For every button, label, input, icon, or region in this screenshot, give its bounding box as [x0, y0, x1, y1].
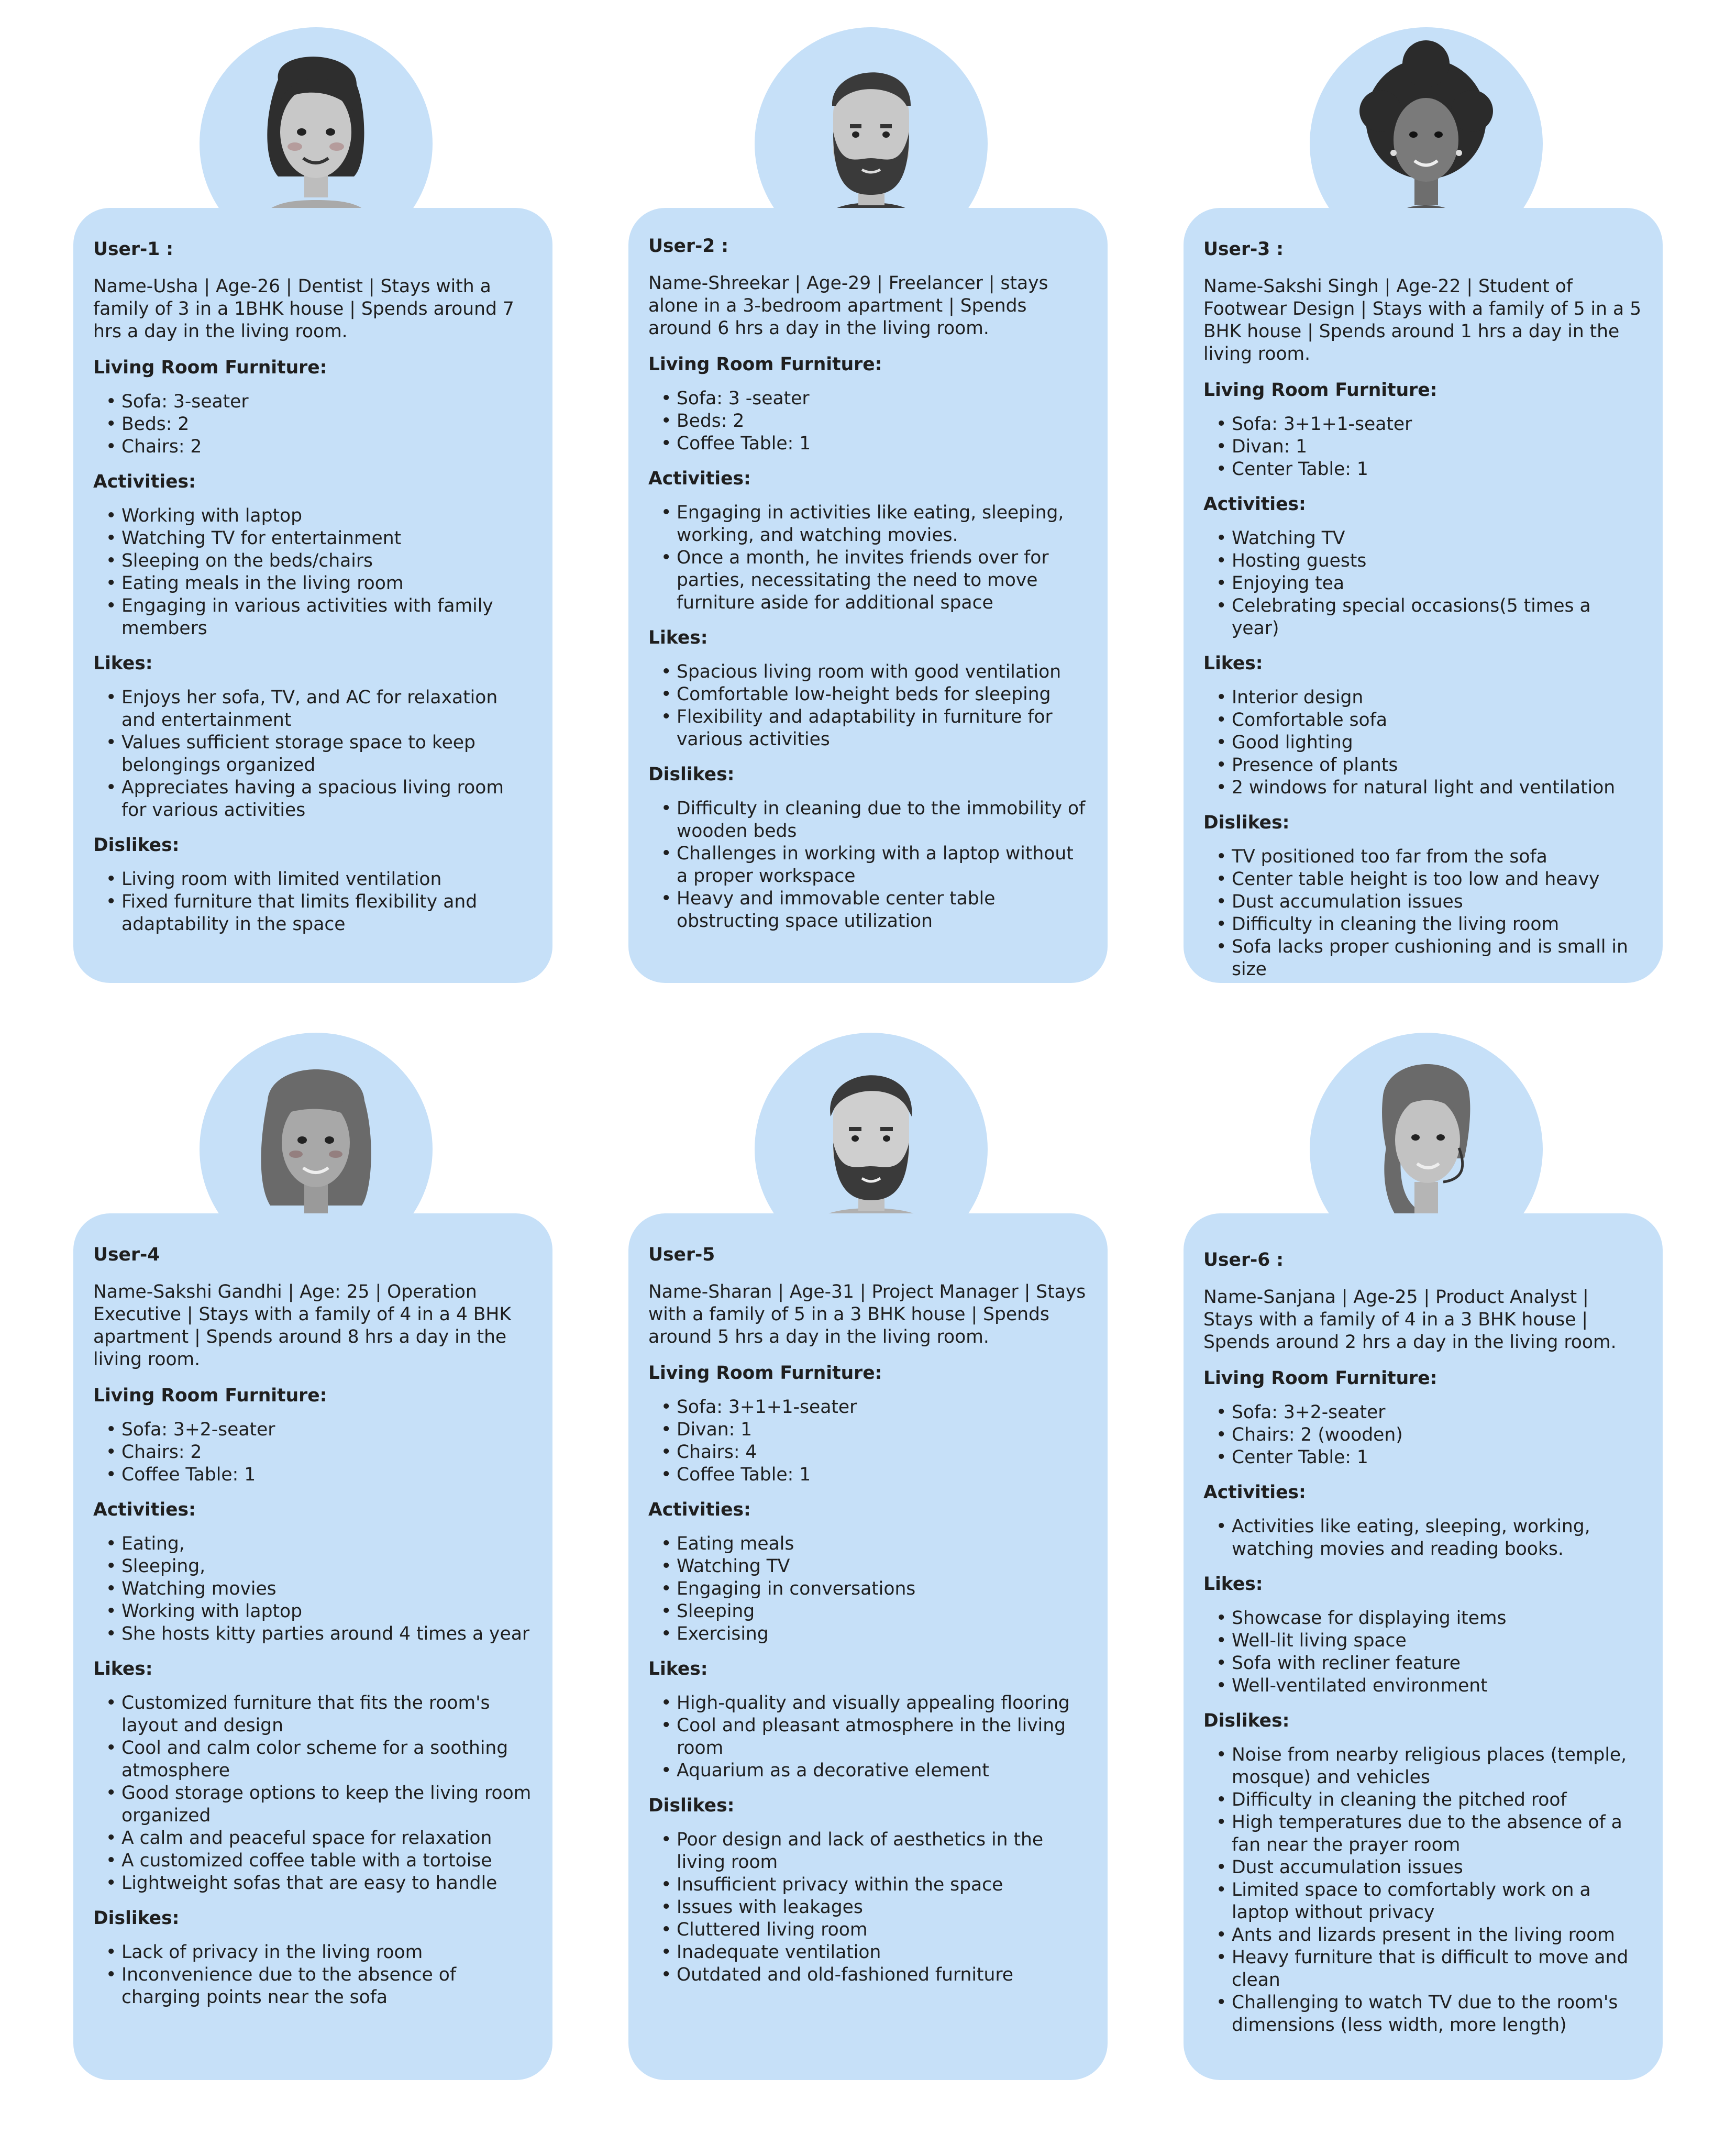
list-item: • Celebrating special occasions(5 times a year)	[1232, 595, 1642, 640]
user-title: User-2 :	[648, 236, 729, 257]
section-heading: Likes:	[93, 1658, 153, 1679]
user-card	[1184, 208, 1663, 983]
list-item: • Good lighting	[1232, 732, 1642, 754]
section-heading: Likes:	[648, 627, 708, 648]
list-item: • Interior design	[1232, 687, 1642, 709]
list-item: • Eating,	[121, 1533, 532, 1555]
likes-list	[1203, 687, 1642, 799]
list-item: • Challenges in working with a laptop without a proper workspace	[677, 843, 1087, 888]
user-title: User-1 :	[93, 239, 174, 260]
section-heading: Likes:	[1203, 1574, 1263, 1595]
section-heading: Living Room Furniture:	[93, 357, 327, 378]
list-item: • Sofa: 3 -seater	[677, 388, 1087, 410]
list-item: • Difficulty in cleaning the living room	[1232, 913, 1642, 936]
user-card	[73, 208, 552, 983]
section-heading: Living Room Furniture:	[93, 1385, 327, 1406]
list-item: • Inadequate ventilation	[677, 1941, 1087, 1964]
activities-list	[1203, 527, 1642, 640]
list-item: • Appreciates having a spacious living room for various activities	[121, 777, 532, 822]
list-item: • Dust accumulation issues	[1232, 1856, 1642, 1879]
list-item: • Engaging in conversations	[677, 1578, 1087, 1600]
section-heading: Dislikes:	[648, 1795, 735, 1816]
user-card	[1184, 1213, 1663, 2080]
list-item: • Engaging in various activities with family members	[121, 595, 532, 640]
activities-list	[1203, 1516, 1642, 1561]
list-item: • Fixed furniture that limits flexibility and adaptability in the space	[121, 891, 532, 936]
list-item: • Eating meals	[677, 1533, 1087, 1555]
list-item: • Beds: 2	[121, 413, 532, 436]
user-card	[628, 1213, 1108, 2080]
list-item: • Customized furniture that fits the room's layout and design	[121, 1692, 532, 1737]
list-item: • Limited space to comfortably work on a laptop without privacy	[1232, 1879, 1642, 1924]
section-heading: Living Room Furniture:	[648, 354, 882, 375]
user-2-content	[648, 235, 1087, 933]
list-item: • Chairs: 2	[121, 436, 532, 458]
furniture-list	[93, 391, 532, 458]
section-heading: Living Room Furniture:	[648, 1363, 882, 1384]
section-heading: Living Room Furniture:	[1203, 1368, 1438, 1389]
list-item: • Difficulty in cleaning due to the immobility of wooden beds	[677, 798, 1087, 843]
dislikes-list	[93, 868, 532, 936]
list-item: • Cool and pleasant atmosphere in the living room	[677, 1715, 1087, 1760]
user-5-content	[648, 1244, 1087, 1986]
likes-list	[648, 1692, 1087, 1782]
furniture-list	[648, 1396, 1087, 1486]
list-item: • Values sufficient storage space to keep belongings organized	[121, 732, 532, 777]
likes-list	[93, 1692, 532, 1895]
list-item: • Divan: 1	[677, 1419, 1087, 1441]
dislikes-list	[1203, 1744, 1642, 2037]
user-card	[628, 208, 1108, 983]
dislikes-list	[1203, 846, 1642, 981]
list-item: • Poor design and lack of aesthetics in the living room	[677, 1829, 1087, 1874]
list-item: • Watching TV for entertainment	[121, 527, 532, 550]
list-item: • High temperatures due to the absence of a fan near the prayer room	[1232, 1811, 1642, 1856]
list-item: • Divan: 1	[1232, 436, 1642, 458]
list-item: • Insufficient privacy within the space	[677, 1874, 1087, 1896]
list-item: • Coffee Table: 1	[121, 1464, 532, 1486]
list-item: • Sofa: 3-seater	[121, 391, 532, 413]
list-item: • Lightweight sofas that are easy to handle	[121, 1872, 532, 1895]
list-item: • Working with laptop	[121, 505, 532, 527]
section-heading: Activities:	[648, 468, 751, 489]
section-heading: Living Room Furniture:	[1203, 380, 1438, 401]
user-1-content	[93, 238, 532, 936]
list-item: • Hosting guests	[1232, 550, 1642, 572]
furniture-list	[1203, 413, 1642, 481]
list-item: • Showcase for displaying items	[1232, 1607, 1642, 1630]
list-item: • High-quality and visually appealing flooring	[677, 1692, 1087, 1715]
dislikes-list	[648, 798, 1087, 933]
likes-list	[1203, 1607, 1642, 1697]
list-item: • Sleeping,	[121, 1555, 532, 1578]
list-item: • Sleeping on the beds/chairs	[121, 550, 532, 572]
list-item: • Chairs: 2	[121, 1441, 532, 1464]
list-item: • Center Table: 1	[1232, 1446, 1642, 1469]
activities-list	[93, 505, 532, 640]
user-intro: Name-Sanjana | Age-25 | Product Analyst | Stays with a family of 4 in a 3 BHK house | Spends around 2 hrs a day in the living room.	[1203, 1287, 1617, 1353]
user-4-content	[93, 1244, 532, 2009]
list-item: • Watching movies	[121, 1578, 532, 1600]
section-heading: Dislikes:	[1203, 812, 1290, 833]
list-item: • Noise from nearby religious places (temple, mosque) and vehicles	[1232, 1744, 1642, 1789]
list-item: • Difficulty in cleaning the pitched roof	[1232, 1789, 1642, 1811]
list-item: • Ants and lizards present in the living room	[1232, 1924, 1642, 1947]
list-item: • Sofa with recliner feature	[1232, 1652, 1642, 1675]
likes-list	[648, 661, 1087, 751]
list-item: • Heavy furniture that is difficult to move and clean	[1232, 1947, 1642, 1992]
section-heading: Dislikes:	[93, 1908, 180, 1929]
list-item: • Center table height is too low and heavy	[1232, 868, 1642, 891]
section-heading: Likes:	[648, 1658, 708, 1679]
list-item: • Dust accumulation issues	[1232, 891, 1642, 913]
activities-list	[648, 502, 1087, 614]
list-item: • A customized coffee table with a tortoise	[121, 1850, 532, 1872]
list-item: • Heavy and immovable center table obstructing space utilization	[677, 888, 1087, 933]
section-heading: Dislikes:	[93, 835, 180, 856]
list-item: • Cluttered living room	[677, 1919, 1087, 1941]
dislikes-list	[93, 1941, 532, 2009]
user-6-content	[1203, 1249, 1642, 2037]
furniture-list	[93, 1419, 532, 1486]
likes-list	[93, 687, 532, 822]
list-item: • Aquarium as a decorative element	[677, 1760, 1087, 1782]
list-item: • Center Table: 1	[1232, 458, 1642, 481]
section-heading: Likes:	[93, 653, 153, 674]
list-item: • Sleeping	[677, 1600, 1087, 1623]
list-item: • Sofa: 3+1+1-seater	[1232, 413, 1642, 436]
list-item: • Activities like eating, sleeping, working, watching movies and reading books.	[1232, 1516, 1642, 1561]
user-title: User-5	[648, 1244, 715, 1265]
list-item: • Watching TV	[677, 1555, 1087, 1578]
section-heading: Dislikes:	[648, 764, 735, 785]
user-title: User-6 :	[1203, 1250, 1284, 1270]
list-item: • Outdated and old-fashioned furniture	[677, 1964, 1087, 1986]
list-item: • Coffee Table: 1	[677, 433, 1087, 455]
list-item: • Flexibility and adaptability in furniture for various activities	[677, 706, 1087, 751]
user-intro: Name-Sakshi Singh | Age-22 | Student of Footwear Design | Stays with a family of 5 in a 5 BHK house | Spends around 1 hrs a day in the living room.	[1203, 276, 1642, 364]
list-item: • Exercising	[677, 1623, 1087, 1645]
section-heading: Activities:	[1203, 494, 1306, 515]
list-item: • Sofa: 3+2-seater	[1232, 1401, 1642, 1424]
list-item: • Engaging in activities like eating, sleeping, working, and watching movies.	[677, 502, 1087, 547]
user-card	[73, 1213, 552, 2080]
user-intro: Name-Usha | Age-26 | Dentist | Stays with a family of 3 in a 1BHK house | Spends around 7 hrs a day in the living room.	[93, 276, 514, 342]
user-3-content	[1203, 238, 1642, 981]
list-item: • Comfortable sofa	[1232, 709, 1642, 732]
list-item: • Challenging to watch TV due to the room's dimensions (less width, more length)	[1232, 1992, 1642, 2037]
list-item: • Spacious living room with good ventilation	[677, 661, 1087, 683]
list-item: • Coffee Table: 1	[677, 1464, 1087, 1486]
list-item: • Working with laptop	[121, 1600, 532, 1623]
list-item: • 2 windows for natural light and ventilation	[1232, 777, 1642, 799]
list-item: • Sofa: 3+1+1-seater	[677, 1396, 1087, 1419]
user-intro: Name-Shreekar | Age-29 | Freelancer | stays alone in a 3-bedroom apartment | Spends around 6 hrs a day in the living room.	[648, 273, 1048, 339]
section-heading: Activities:	[1203, 1482, 1306, 1503]
list-item: • Presence of plants	[1232, 754, 1642, 777]
list-item: • Issues with leakages	[677, 1896, 1087, 1919]
list-item: • Chairs: 4	[677, 1441, 1087, 1464]
furniture-list	[1203, 1401, 1642, 1469]
activities-list	[648, 1533, 1087, 1645]
list-item: • Once a month, he invites friends over for parties, necessitating the need to move furniture aside for additional space	[677, 547, 1087, 614]
user-title: User-4	[93, 1244, 160, 1265]
list-item: • Enjoys her sofa, TV, and AC for relaxation and entertainment	[121, 687, 532, 732]
list-item: • Inconvenience due to the absence of charging points near the sofa	[121, 1964, 532, 2009]
list-item: • Lack of privacy in the living room	[121, 1941, 532, 1964]
user-intro: Name-Sakshi Gandhi | Age: 25 | Operation Executive | Stays with a family of 4 in a 4 BHK apartment | Spends around 8 hrs a day in the living room.	[93, 1281, 511, 1370]
section-heading: Likes:	[1203, 653, 1263, 674]
list-item: • Chairs: 2 (wooden)	[1232, 1424, 1642, 1446]
list-item: • Enjoying tea	[1232, 572, 1642, 595]
list-item: • Cool and calm color scheme for a soothing atmosphere	[121, 1737, 532, 1782]
user-intro: Name-Sharan | Age-31 | Project Manager | Stays with a family of 5 in a 3 BHK house | Spends around 5 hrs a day in the living room.	[648, 1281, 1086, 1347]
list-item: • Sofa lacks proper cushioning and is small in size	[1232, 936, 1642, 981]
list-item: • A calm and peaceful space for relaxation	[121, 1827, 532, 1850]
list-item: • Sofa: 3+2-seater	[121, 1419, 532, 1441]
list-item: • Well-lit living space	[1232, 1630, 1642, 1652]
list-item: • Watching TV	[1232, 527, 1642, 550]
furniture-list	[648, 388, 1087, 455]
list-item: • Well-ventilated environment	[1232, 1675, 1642, 1697]
section-heading: Activities:	[648, 1499, 751, 1520]
user-title: User-3 :	[1203, 239, 1284, 260]
list-item: • She hosts kitty parties around 4 times a year	[121, 1623, 532, 1645]
list-item: • Eating meals in the living room	[121, 572, 532, 595]
section-heading: Activities:	[93, 471, 196, 492]
activities-list	[93, 1533, 532, 1645]
list-item: • Living room with limited ventilation	[121, 868, 532, 891]
list-item: • Beds: 2	[677, 410, 1087, 433]
section-heading: Dislikes:	[1203, 1710, 1290, 1731]
list-item: • Comfortable low-height beds for sleeping	[677, 683, 1087, 706]
section-heading: Activities:	[93, 1499, 196, 1520]
dislikes-list	[648, 1829, 1087, 1986]
list-item: • TV positioned too far from the sofa	[1232, 846, 1642, 868]
list-item: • Good storage options to keep the living room organized	[121, 1782, 532, 1827]
